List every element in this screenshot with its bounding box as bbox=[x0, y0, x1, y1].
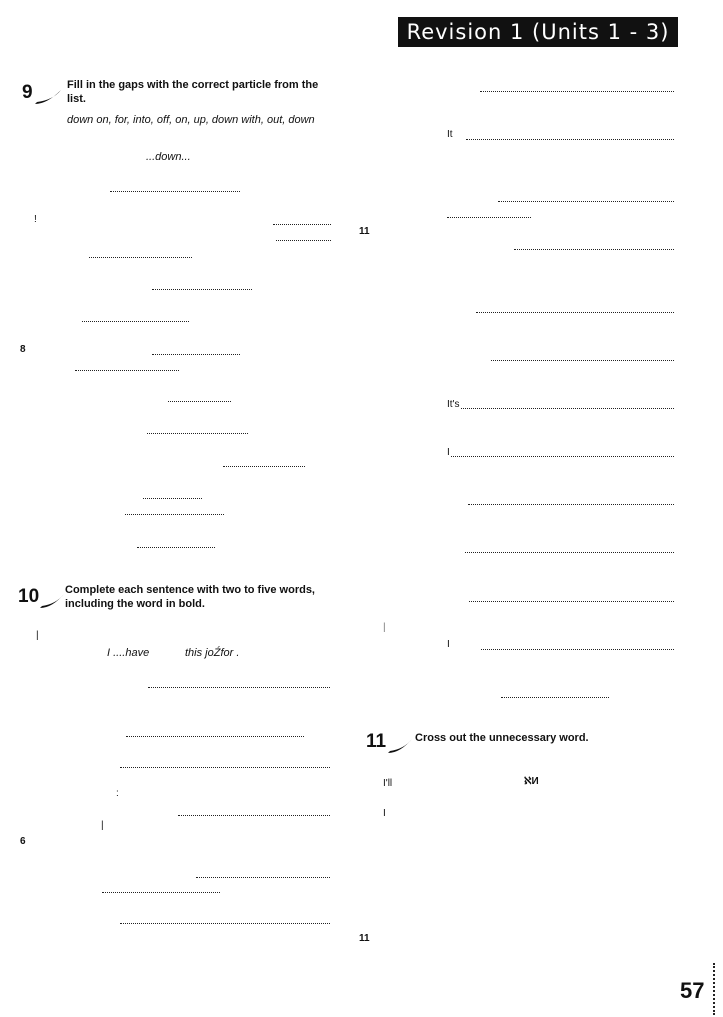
label-11-bottom: 11 bbox=[359, 933, 370, 944]
label-i-2: I bbox=[447, 639, 450, 650]
answer-blank[interactable] bbox=[102, 892, 220, 893]
exercise-11-number: 11 bbox=[366, 731, 387, 752]
stray-mark: | bbox=[383, 622, 386, 633]
answer-blank[interactable] bbox=[465, 552, 674, 553]
answer-blank[interactable] bbox=[89, 257, 192, 258]
answer-blank[interactable] bbox=[120, 767, 330, 768]
page-header-title: Revision 1 (Units 1 - 3) bbox=[398, 17, 678, 47]
answer-blank[interactable] bbox=[152, 354, 240, 355]
label-11: 11 bbox=[359, 226, 370, 237]
swoosh-icon bbox=[33, 88, 63, 106]
answer-blank[interactable] bbox=[476, 312, 674, 313]
page-edge-dots bbox=[713, 963, 715, 1015]
stray-mark: 6 bbox=[20, 836, 26, 847]
stray-mark: 8 bbox=[20, 344, 26, 355]
answer-blank[interactable] bbox=[501, 697, 609, 698]
answer-blank[interactable] bbox=[466, 139, 674, 140]
answer-blank[interactable] bbox=[461, 408, 674, 409]
answer-blank[interactable] bbox=[168, 401, 231, 402]
exercise-11-line-1: I'll bbox=[383, 778, 393, 789]
answer-blank[interactable] bbox=[447, 217, 531, 218]
exercise-9-word-list: down on, for, into, off, on, up, down with, out, down bbox=[67, 114, 315, 126]
answer-blank[interactable] bbox=[126, 736, 304, 737]
answer-blank[interactable] bbox=[75, 370, 179, 371]
answer-blank[interactable] bbox=[451, 456, 674, 457]
answer-blank[interactable] bbox=[137, 547, 215, 548]
answer-blank[interactable] bbox=[468, 504, 674, 505]
stray-mark: | bbox=[36, 630, 39, 641]
stray-mark: : bbox=[116, 788, 119, 799]
answer-blank[interactable] bbox=[120, 923, 330, 924]
answer-blank[interactable] bbox=[498, 201, 674, 202]
answer-blank[interactable] bbox=[514, 249, 674, 250]
struck-word[interactable]: ℵИ bbox=[524, 776, 539, 787]
exercise-11-instruction: Cross out the unnecessary word. bbox=[415, 732, 589, 744]
answer-blank[interactable] bbox=[178, 815, 330, 816]
page-number: 57 bbox=[680, 978, 705, 1003]
exercise-9-number: 9 bbox=[22, 82, 33, 103]
stray-mark: | bbox=[101, 820, 104, 831]
answer-blank[interactable] bbox=[481, 649, 674, 650]
label-i: I bbox=[447, 447, 450, 458]
exercise-10-example-text: I ....have bbox=[107, 647, 150, 659]
answer-blank[interactable] bbox=[143, 498, 202, 499]
answer-blank[interactable] bbox=[273, 224, 331, 225]
label-its: It's bbox=[447, 399, 460, 410]
exercise-9-example-answer: ...down... bbox=[146, 151, 191, 163]
stray-mark: ! bbox=[34, 214, 37, 225]
answer-blank[interactable] bbox=[196, 877, 330, 878]
answer-blank[interactable] bbox=[152, 289, 252, 290]
exercise-11-line-2: I bbox=[383, 808, 386, 819]
answer-blank[interactable] bbox=[148, 687, 330, 688]
exercise-10-number: 10 bbox=[18, 586, 40, 607]
label-it: It bbox=[447, 129, 453, 140]
exercise-9-instruction: Fill in the gaps with the correct particle from the list. bbox=[67, 79, 319, 105]
exercise-10-example-text-2: this joŹfor . bbox=[185, 647, 240, 659]
answer-blank[interactable] bbox=[491, 360, 674, 361]
exercise-10-instruction: Complete each sentence with two to five words, including the word in bold. bbox=[65, 584, 315, 610]
answer-blank[interactable] bbox=[223, 466, 305, 467]
answer-blank[interactable] bbox=[125, 514, 224, 515]
answer-blank[interactable] bbox=[276, 240, 331, 241]
answer-blank[interactable] bbox=[469, 601, 674, 602]
answer-blank[interactable] bbox=[480, 91, 674, 92]
swoosh-icon bbox=[386, 737, 414, 755]
answer-blank[interactable] bbox=[110, 191, 240, 192]
answer-blank[interactable] bbox=[82, 321, 189, 322]
answer-blank[interactable] bbox=[147, 433, 248, 434]
swoosh-icon bbox=[38, 592, 66, 610]
